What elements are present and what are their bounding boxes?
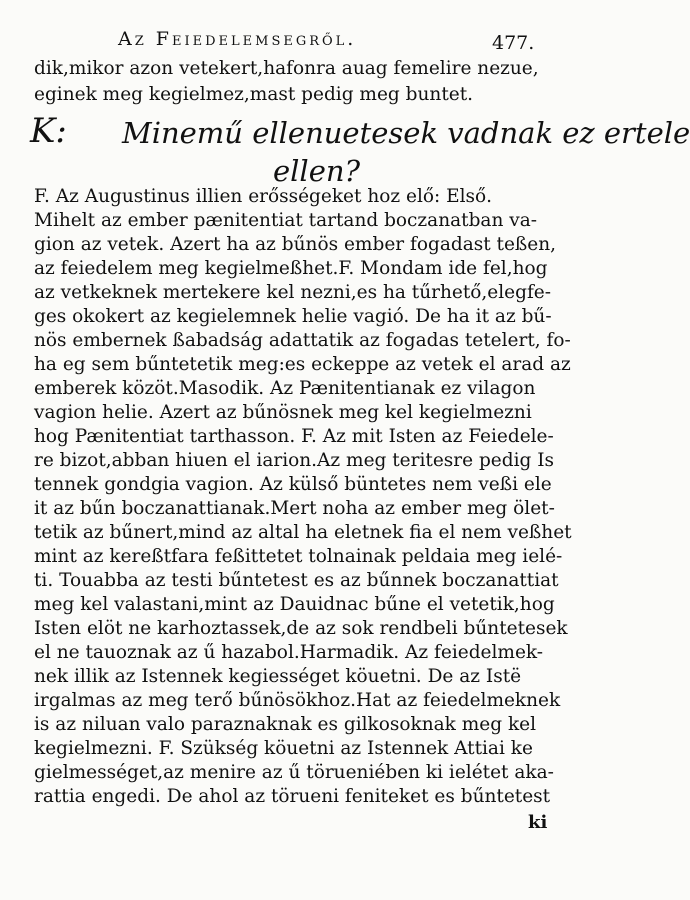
text-line: nek illik az Istennek kegiességet köuetni. De az Istë bbox=[34, 666, 522, 687]
question-line: ellen? bbox=[273, 154, 361, 188]
text-line: irgalmas az meg terő bűnösökhoz.Hat az feiedelmeknek bbox=[34, 690, 561, 711]
text-line: gielmességet,az menire az ű törueniében ki ielétet aka- bbox=[34, 762, 554, 783]
text-line: az feiedelem meg kegielmeßhet.F. Mondam ide fel,hog bbox=[34, 258, 548, 279]
text-line: F. Az Augustinus illien erősségeket hoz elő: Első. bbox=[34, 186, 493, 207]
text-line: gion az vetek. Azert ha az bűnös ember fogadast teßen, bbox=[34, 234, 557, 255]
text-line: re bizot,abban hiuen el iarion.Az meg teritesre pedig Is bbox=[34, 450, 555, 471]
text-line: Isten elöt ne karhoztassek,de az sok rendbeli bűntetesek bbox=[34, 618, 568, 639]
question-marker: K: bbox=[30, 111, 67, 151]
text-line: tennek gondgia vagion. Az külső büntetes nem veßi ele bbox=[34, 474, 552, 495]
text-line: nös embernek ßabadság adattatik az fogadas tetelert, fo- bbox=[34, 330, 571, 351]
text-line: hog Pænitentiat tarthasson. F. Az mit Isten az Feiedele- bbox=[34, 426, 554, 447]
catchword: ki bbox=[528, 812, 548, 833]
question-line: Minemű ellenuetesek vadnak ez ertele bbox=[122, 116, 690, 150]
text-line: ha eg sem bűntetetik meg:es eckeppe az vetek el arad az bbox=[34, 354, 571, 375]
text-line: az vetkeknek mertekere kel nezni,es ha tűrhető,elegfe- bbox=[34, 282, 551, 303]
page-number: 477. bbox=[492, 32, 535, 54]
text-line: kegielmezni. F. Szükség köuetni az Istennek Attiai ke bbox=[34, 738, 533, 759]
text-line: ges okokert az kegielemnek helie vagió. De ha it az bű- bbox=[34, 306, 552, 327]
text-line: vagion helie. Azert az bűnösnek meg kel kegielmezni bbox=[34, 402, 532, 423]
text-line: ti. Touabba az testi bűntetest es az bűnnek boczanattiat bbox=[34, 570, 559, 591]
text-line: Mihelt az ember pænitentiat tartand boczanatban va- bbox=[34, 210, 537, 231]
text-line: is az niluan valo paraznaknak es gilkosoknak meg kel bbox=[34, 714, 537, 735]
text-line: eginek meg kegielmez,mast pedig meg buntet. bbox=[34, 84, 474, 105]
text-line: emberek közöt.Masodik. Az Pænitentianak ez vilagon bbox=[34, 378, 536, 399]
text-line: meg kel valastani,mint az Dauidnac bűne el vetetik,hog bbox=[34, 594, 555, 615]
text-line: dik,mikor azon vetekert,hafonra auag femelire nezue, bbox=[34, 58, 539, 79]
text-line: mint az kereßtfara feßittetet tolnainak peldaia meg ielé- bbox=[34, 546, 563, 567]
text-line: it az bűn boczanattianak.Mert noha az ember meg ölet- bbox=[34, 498, 555, 519]
text-line: el ne tauoznak az ű hazabol.Harmadik. Az feiedelmek- bbox=[34, 642, 544, 663]
text-line: tetik az bűnert,mind az altal ha eletnek fia el nem veßhet bbox=[34, 522, 572, 543]
running-head: Az Feiedelemsegről. bbox=[118, 28, 357, 50]
text-line: rattia engedi. De ahol az törueni feniteket es bűntetest bbox=[34, 786, 551, 807]
